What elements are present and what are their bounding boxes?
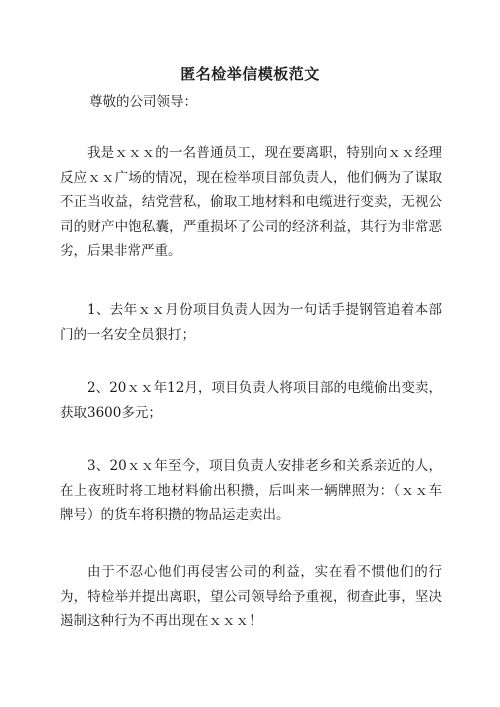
paragraph-item-3: 3、20ｘｘ年至今，项目负责人安排老乡和关系亲近的人，在上夜班时将工地材料偷出积攒，后叫来一辆牌照为：（ｘｘ车牌号）的货车将积攒的物品运走卖出。 (60, 458, 442, 523)
paragraph-closing: 由于不忍心他们再侵害公司的利益，实在看不惯他们的行为，特检举并提出离职，望公司领导给予重视，彻查此事，坚决遏制这种行为不再出现在ｘｘｘ！ (60, 564, 442, 629)
paragraph-item-2: 2、20ｘｘ年12月，项目负责人将项目部的电缆偷出变卖，获取3600多元； (60, 380, 442, 421)
document-title: 匿名检举信模板范文 (180, 65, 320, 83)
paragraph-item-1: 1、去年ｘｘ月份项目负责人因为一句话手提钢管追着本部门的一名安全员狠打； (60, 302, 442, 343)
salutation: 尊敬的公司领导： (89, 94, 197, 110)
paragraph-intro: 我是ｘｘｘ的一名普通员工，现在要离职，特别向ｘｘ经理反应ｘｘ广场的情况，现在检举项目部负责人，他们俩为了谋取不正当收益，结党营私，偷取工地材料和电缆进行变卖，无视公司的财产中饱私囊，严重损坏了公司的经济利益，其行为非常恶劣，后果非常严重。 (60, 145, 442, 259)
